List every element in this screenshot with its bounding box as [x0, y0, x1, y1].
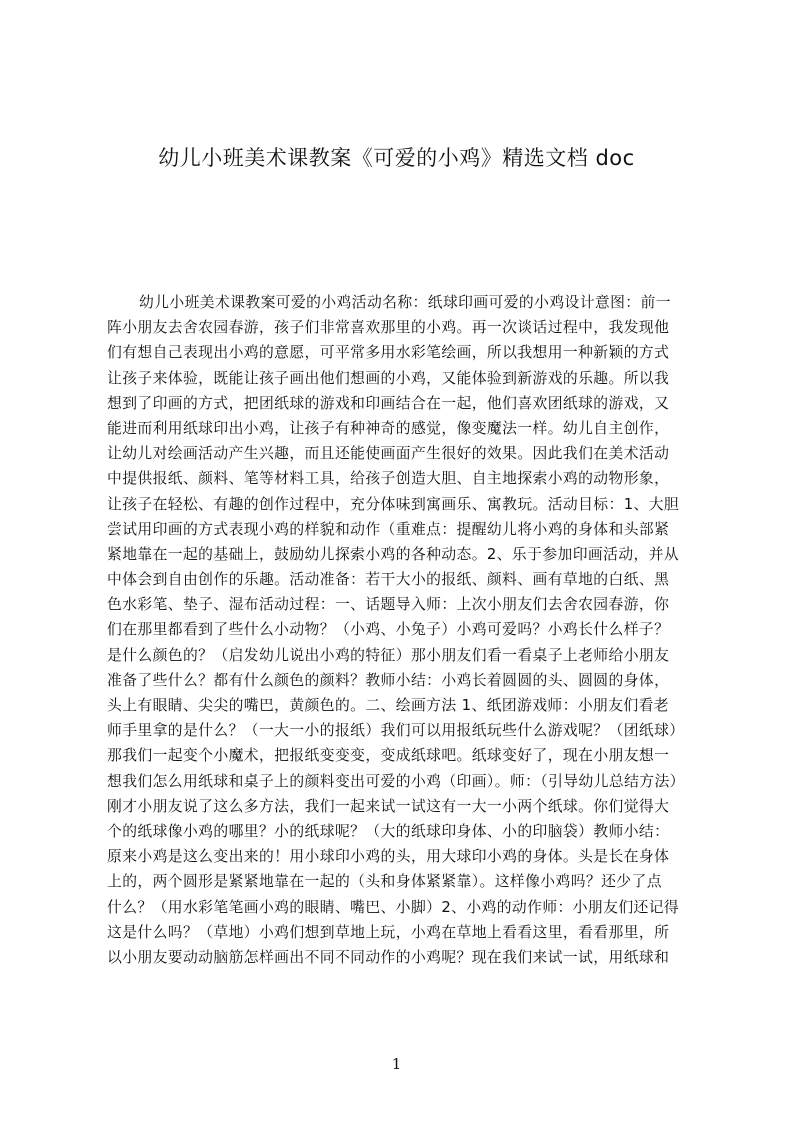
- body-line: 们有想自己表现出小鸡的意愿，可平常多用水彩笔绘画，所以我想用一种新颖的方式: [107, 344, 670, 362]
- body-line: 中提供报纸、颜料、笔等材料工具，给孩子创造大胆、自主地探索小鸡的动物形象，: [107, 470, 670, 488]
- body-line: 以小朋友要动动脑筋怎样画出不同不同动作的小鸡呢？现在我们来试一试，用纸球和: [107, 948, 670, 966]
- body-line: 头上有眼睛、尖尖的嘴巴，黄颜色的。二、绘画方法 1、纸团游戏师：小朋友们看老: [107, 697, 670, 714]
- body-line: 色水彩笔、垫子、湿布活动过程：一、话题导入师：上次小朋友们去舍农园春游，你: [107, 596, 670, 614]
- body-line: 想我们怎么用纸球和桌子上的颜料变出可爱的小鸡（印画）。师：（引导幼儿总结方法）: [107, 772, 685, 790]
- body-line: 让孩子在轻松、有趣的创作过程中，充分体味到寓画乐、寓教玩。活动目标：1、大胆: [107, 495, 680, 513]
- body-line: 那我们一起变个小魔术，把报纸变变变，变成纸球吧。纸球变好了，现在小朋友想一: [107, 747, 670, 765]
- body-line: 这是什么吗？（草地）小鸡们想到草地上玩，小鸡在草地上看看这里，看看那里，所: [107, 923, 670, 941]
- body-line: 中体会到自由创作的乐趣。活动准备：若干大小的报纸、颜料、画有草地的白纸、黑: [107, 571, 670, 589]
- body-line: 想到了印画的方式，把团纸球的游戏和印画结合在一起，他们喜欢团纸球的游戏，又: [107, 394, 670, 412]
- body-line: 刚才小朋友说了这么多方法，我们一起来试一试这有一大一小两个纸球。你们觉得大: [107, 797, 670, 815]
- body-line: 幼儿小班美术课教案可爱的小鸡活动名称：纸球印画可爱的小鸡设计意图：前一: [139, 294, 671, 311]
- body-line: 个的纸球像小鸡的哪里？小的纸球呢？（大的纸球印身体、小的印脑袋）教师小结：: [107, 822, 670, 840]
- document-title: 幼儿小班美术课教案《可爱的小鸡》精选文档 doc: [158, 146, 635, 170]
- body-line: 能进而利用纸球印出小鸡，让孩子有种神奇的感觉，像变魔法一样。幼儿自主创作，: [107, 419, 670, 437]
- body-line: 什么？（用水彩笔笔画小鸡的眼睛、嘴巴、小脚）2、小鸡的动作师：小朋友们还记得: [107, 898, 680, 916]
- body-line: 尝试用印画的方式表现小鸡的样貌和动作（重难点：提醒幼儿将小鸡的身体和头部紧: [107, 520, 670, 538]
- body-line: 原来小鸡是这么变出来的！用小球印小鸡的头，用大球印小鸡的身体。头是长在身体: [107, 848, 670, 866]
- page-number: 1: [391, 1055, 402, 1073]
- body-line: 师手里拿的是什么？（一大一小的报纸）我们可以用报纸玩些什么游戏呢？（团纸球）: [107, 722, 685, 740]
- body-line: 们在那里都看到了些什么小动物？（小鸡、小兔子）小鸡可爱吗？小鸡长什么样子？: [107, 621, 670, 639]
- body-line: 阵小朋友去舍农园春游，孩子们非常喜欢那里的小鸡。再一次谈话过程中，我发现他: [107, 319, 670, 337]
- body-line: 让孩子来体验，既能让孩子画出他们想画的小鸡，又能体验到新游戏的乐趣。所以我: [107, 369, 670, 387]
- body-line: 准备了些什么？都有什么颜色的颜料？教师小结：小鸡长着圆圆的头、圆圆的身体，: [107, 671, 670, 689]
- body-text: [107, 290, 697, 970]
- body-line: 上的，两个圆形是紧紧地靠在一起的（头和身体紧紧靠）。这样像小鸡吗？还少了点: [107, 873, 662, 891]
- body-line: 紧地靠在一起的基础上，鼓励幼儿探索小鸡的各种动态。2、乐于参加印画活动，并从: [107, 545, 680, 563]
- body-line: 是什么颜色的？（启发幼儿说出小鸡的特征）那小朋友们看一看桌子上老师给小朋友: [107, 646, 670, 664]
- body-line: 让幼儿对绘画活动产生兴趣，而且还能使画面产生很好的效果。因此我们在美术活动: [107, 445, 670, 463]
